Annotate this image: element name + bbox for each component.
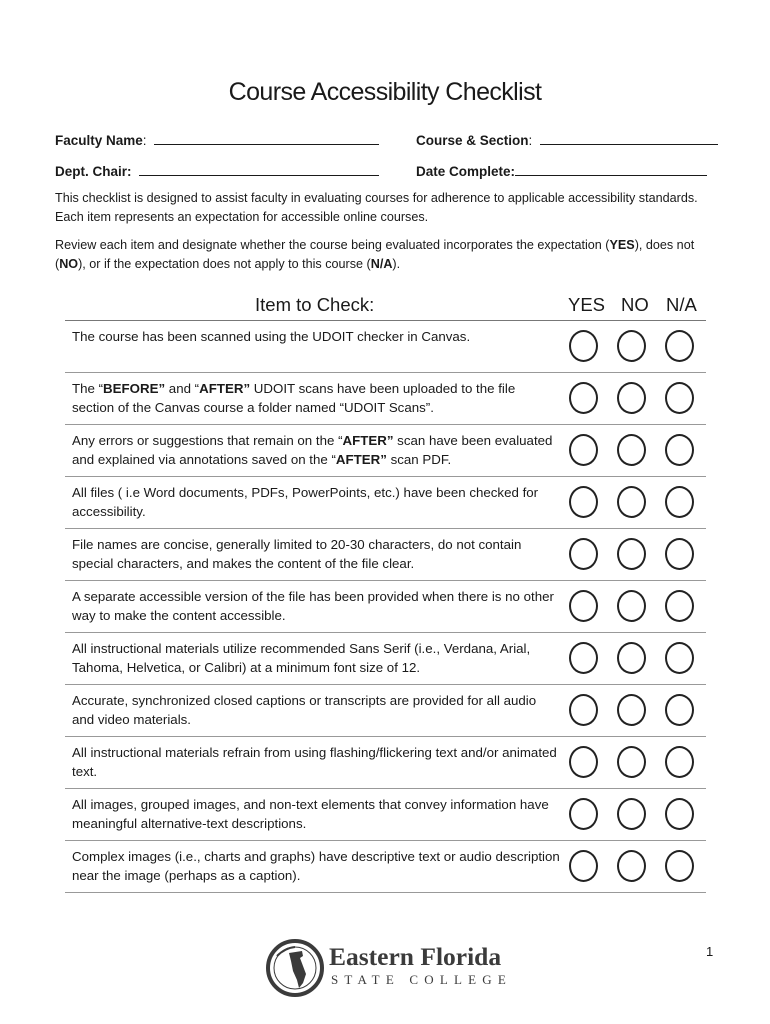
checklist-item-text <box>72 588 560 625</box>
item-text-segment: Any errors or suggestions that remain on the “ <box>72 433 343 448</box>
item-text-segment: All files ( i.e Word documents, PDFs, PowerPoints, etc.) have been checked for accessibility. <box>72 485 539 519</box>
na-radio[interactable] <box>665 850 694 882</box>
date-complete-label: Date Complete: <box>416 164 516 179</box>
course-section-label: Course & Section <box>416 133 529 148</box>
na-radio[interactable] <box>665 694 694 726</box>
item-text-segment: File names are concise, generally limited to 20-30 characters, do not contain special characters, and makes the content of the file clear. <box>72 537 522 571</box>
no-radio[interactable] <box>617 850 646 882</box>
checklist-item-text <box>72 692 560 729</box>
item-text-segment: and “ <box>165 381 200 396</box>
faculty-name-blank[interactable] <box>154 130 379 145</box>
item-text-segment: scan PDF. <box>386 451 452 467</box>
faculty-name-label: Faculty Name <box>55 133 143 148</box>
item-text-segment: Accurate, synchronized closed captions or transcripts are provided for all audio and video materials. <box>72 693 537 727</box>
no-radio[interactable] <box>617 434 646 466</box>
yes-radio[interactable] <box>569 538 598 570</box>
item-text-bold: AFTER” <box>342 433 394 448</box>
item-text-segment: All instructional materials refrain from using flashing/flickering text and/or animated text. <box>72 745 557 779</box>
checklist-row <box>65 372 706 425</box>
instructions-no: NO <box>59 257 79 271</box>
na-radio[interactable] <box>665 798 694 830</box>
course-section-field: Course & Section: <box>416 130 718 148</box>
yes-radio[interactable] <box>569 798 598 830</box>
checklist-item-text <box>72 848 560 885</box>
item-column-header: Item to Check: <box>255 294 375 315</box>
checklist-row <box>65 424 706 477</box>
item-text-segment: The “ <box>72 381 104 396</box>
item-text-segment: All images, grouped images, and non-text elements that convey information have meaningful alternative-text descriptions. <box>72 797 549 831</box>
checklist-item-text <box>72 536 560 573</box>
na-radio[interactable] <box>665 486 694 518</box>
dept-chair-field <box>55 161 379 179</box>
yes-radio[interactable] <box>569 330 598 362</box>
no-radio[interactable] <box>617 330 646 362</box>
yes-radio[interactable] <box>569 486 598 518</box>
checklist-item-text <box>72 796 560 833</box>
college-seal-icon <box>265 936 325 1000</box>
no-column-header: NO <box>621 294 649 315</box>
checklist-item-text <box>72 484 560 521</box>
item-text-segment: All instructional materials utilize recommended Sans Serif (i.e., Verdana, Arial, Tahoma, Helvetica, or Calibri) at a minimum font size of 12. <box>72 641 531 675</box>
instructions-paragraph <box>55 236 715 274</box>
item-text-segment: Complex images (i.e., charts and graphs) have descriptive text or audio description near the image (perhaps as a caption). <box>72 849 560 883</box>
course-section-blank[interactable] <box>540 130 718 145</box>
chair-row <box>55 161 715 181</box>
checklist-row <box>65 320 706 373</box>
no-radio[interactable] <box>617 590 646 622</box>
item-text-segment: The course has been scanned using the UDOIT checker in Canvas. <box>72 329 471 344</box>
yes-radio[interactable] <box>569 434 598 466</box>
instructions-text-2: ), does not ( <box>55 238 695 271</box>
college-logo <box>265 936 515 1000</box>
yes-radio[interactable] <box>569 590 598 622</box>
checklist-item-text <box>72 640 560 677</box>
na-radio[interactable] <box>665 746 694 778</box>
instructions-na: N/A <box>370 257 393 271</box>
dept-chair-label: Dept. Chair: <box>55 164 132 179</box>
instructions-yes: YES <box>609 238 635 252</box>
checklist-row <box>65 736 706 789</box>
na-radio[interactable] <box>665 434 694 466</box>
item-text-bold: AFTER” <box>199 381 251 396</box>
yes-radio[interactable] <box>569 382 598 414</box>
checklist-item-text <box>72 432 560 469</box>
column-headers <box>55 294 715 318</box>
checklist-row <box>65 684 706 737</box>
checklist-row <box>65 528 706 581</box>
item-text-segment: UDOIT scans have been uploaded to the file section of the Canvas course a folder named “UDOIT Scans”. <box>72 381 516 415</box>
checklist-row <box>65 632 706 685</box>
item-text-bold: BEFORE” <box>103 381 166 396</box>
date-complete-blank[interactable] <box>515 161 707 176</box>
na-column-header: N/A <box>666 294 697 315</box>
yes-radio[interactable] <box>569 642 598 674</box>
logo-name: Eastern Florida <box>329 942 502 971</box>
na-radio[interactable] <box>665 590 694 622</box>
checklist-item-text <box>72 380 560 417</box>
checklist-item-text <box>72 744 560 781</box>
na-radio[interactable] <box>665 538 694 570</box>
checklist-row <box>65 476 706 529</box>
checklist-item-text <box>72 328 560 347</box>
no-radio[interactable] <box>617 538 646 570</box>
no-radio[interactable] <box>617 642 646 674</box>
instructions-text-1: Review each item and designate whether the course being evaluated incorporates the expectation ( <box>55 238 610 252</box>
dept-chair-blank[interactable] <box>139 161 379 176</box>
checklist-row <box>65 788 706 841</box>
yes-column-header: YES <box>568 294 606 315</box>
item-text-segment: scan have been evaluated and explained via annotations saved on the “ <box>72 433 553 467</box>
no-radio[interactable] <box>617 486 646 518</box>
faculty-name-field: Faculty Name: <box>55 130 379 148</box>
faculty-row <box>55 130 715 150</box>
item-text-segment: A separate accessible version of the file has been provided when there is no other way to make the content accessible. <box>72 589 554 623</box>
no-radio[interactable] <box>617 798 646 830</box>
checklist-row <box>65 840 706 893</box>
page-title: Course Accessibility Checklist <box>228 78 542 106</box>
intro-paragraph: This checklist is designed to assist faculty in evaluating courses for adherence to applicable accessibility standards. Each item represents an expectation for accessible online courses. <box>55 191 698 224</box>
checklist-row <box>65 580 706 633</box>
no-radio[interactable] <box>617 382 646 414</box>
no-radio[interactable] <box>617 746 646 778</box>
yes-radio[interactable] <box>569 746 598 778</box>
na-radio[interactable] <box>665 382 694 414</box>
yes-radio[interactable] <box>569 850 598 882</box>
instructions-text-3: ), or if the expectation does not apply to this course ( <box>78 257 371 271</box>
logo-subtitle: STATE COLLEGE <box>331 972 513 987</box>
page-number: 1 <box>706 944 714 959</box>
no-radio[interactable] <box>617 694 646 726</box>
yes-radio[interactable] <box>569 694 598 726</box>
date-complete-field <box>416 161 707 179</box>
na-radio[interactable] <box>665 330 694 362</box>
na-radio[interactable] <box>665 642 694 674</box>
instructions-text-4: ). <box>392 257 401 271</box>
item-text-bold: AFTER” <box>335 451 387 467</box>
